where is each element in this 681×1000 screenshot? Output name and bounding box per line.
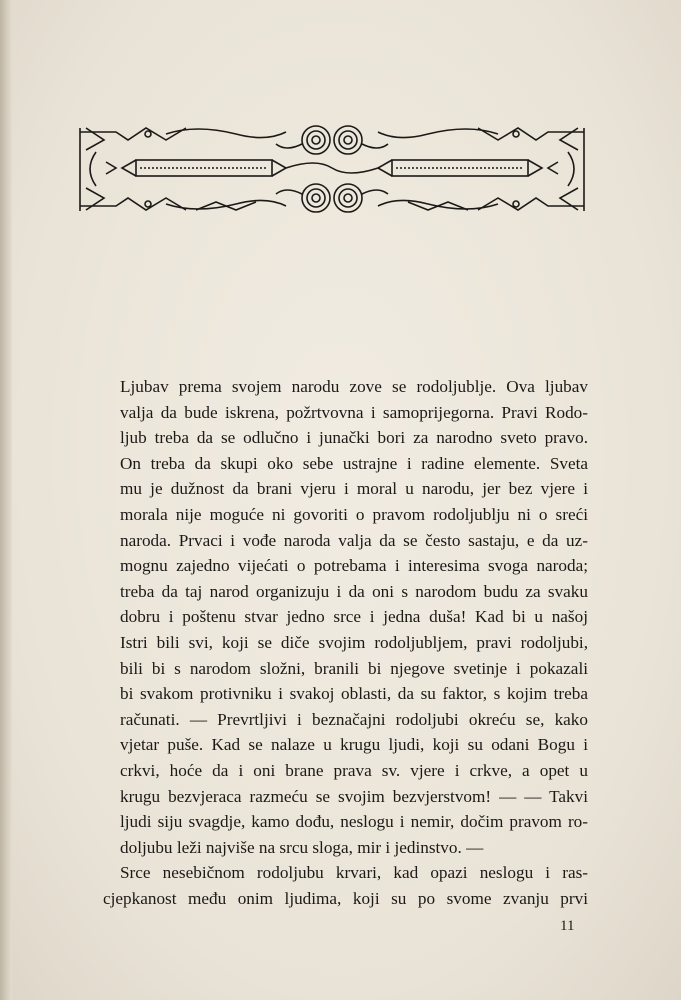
text-line: morala nije moguće ni govoriti o pravom rodoljublju ni o sreći (120, 504, 588, 524)
page-number: 11 (560, 918, 575, 934)
text-line: Srce nesebičnom rodoljubu krvari, kad opazi neslogu i ras- (120, 863, 588, 883)
text-line: Istri bili svi, koji se diče svojim rodoljubljem, pravi rodoljubi, (120, 632, 588, 652)
text-line: treba da taj narod organizuju i da oni s narodom budu za svaku (120, 581, 588, 601)
text-line: vjetar puše. Kad se nalaze u krugu ljudi, koji su odani Bogu i (120, 735, 588, 755)
text-line: On treba da skupi oko sebe ustrajne i radine elemente. Sveta (120, 453, 588, 473)
text-line: računati. — Prevrtljivi i beznačajni rodoljubi okreću se, kako (120, 709, 588, 729)
text-line: bili bi s narodom složni, branili bi njegove svetinje i pokazali (120, 658, 588, 678)
text-line: Ljubav prema svojem narodu zove se rodoljublje. Ova ljubav (120, 377, 588, 396)
text-line: ljub treba da se odlučno i junački bori za narodno sveto pravo. (120, 428, 588, 448)
decorative-headpiece-ornament (76, 122, 588, 217)
page-binding-edge (0, 0, 12, 1000)
text-line: naroda. Prvaci i vođe naroda valja da se često sastaju, e da uz- (120, 530, 588, 550)
text-line: mognu zajedno vijećati o potrebama i interesima svoga naroda; (120, 556, 588, 576)
text-line: krugu bezvjeraca razmeću se svojim bezvjerstvom! — — Takvi (120, 786, 588, 806)
body-text (103, 374, 588, 911)
text-line: dobru i poštenu stvar jedno srce i jedna duša! Kad bi u našoj (120, 607, 588, 627)
text-line: valja da bude iskrena, požrtvovna i samoprijegorna. Pravi Rodo- (120, 402, 588, 422)
text-line: crkvi, hoće da i oni brane prava sv. vjere i crkve, a opet u (120, 760, 588, 780)
text-line: bi svakom protivniku i svakoj oblasti, da su faktor, s kojim treba (120, 684, 588, 704)
text-line: cjepkanost među onim ljudima, koji su po svome zvanju prvi (103, 888, 588, 908)
text-line: mu je dužnost da brani vjeru i moral u narodu, jer bez vjere i (120, 479, 588, 499)
text-line: doljubu leži najviše na srcu sloga, mir i jedinstvo. — (120, 837, 484, 857)
text-line: ljudi siju svagdje, kamo dođu, neslogu i nemir, dočim pravom ro- (120, 812, 588, 832)
